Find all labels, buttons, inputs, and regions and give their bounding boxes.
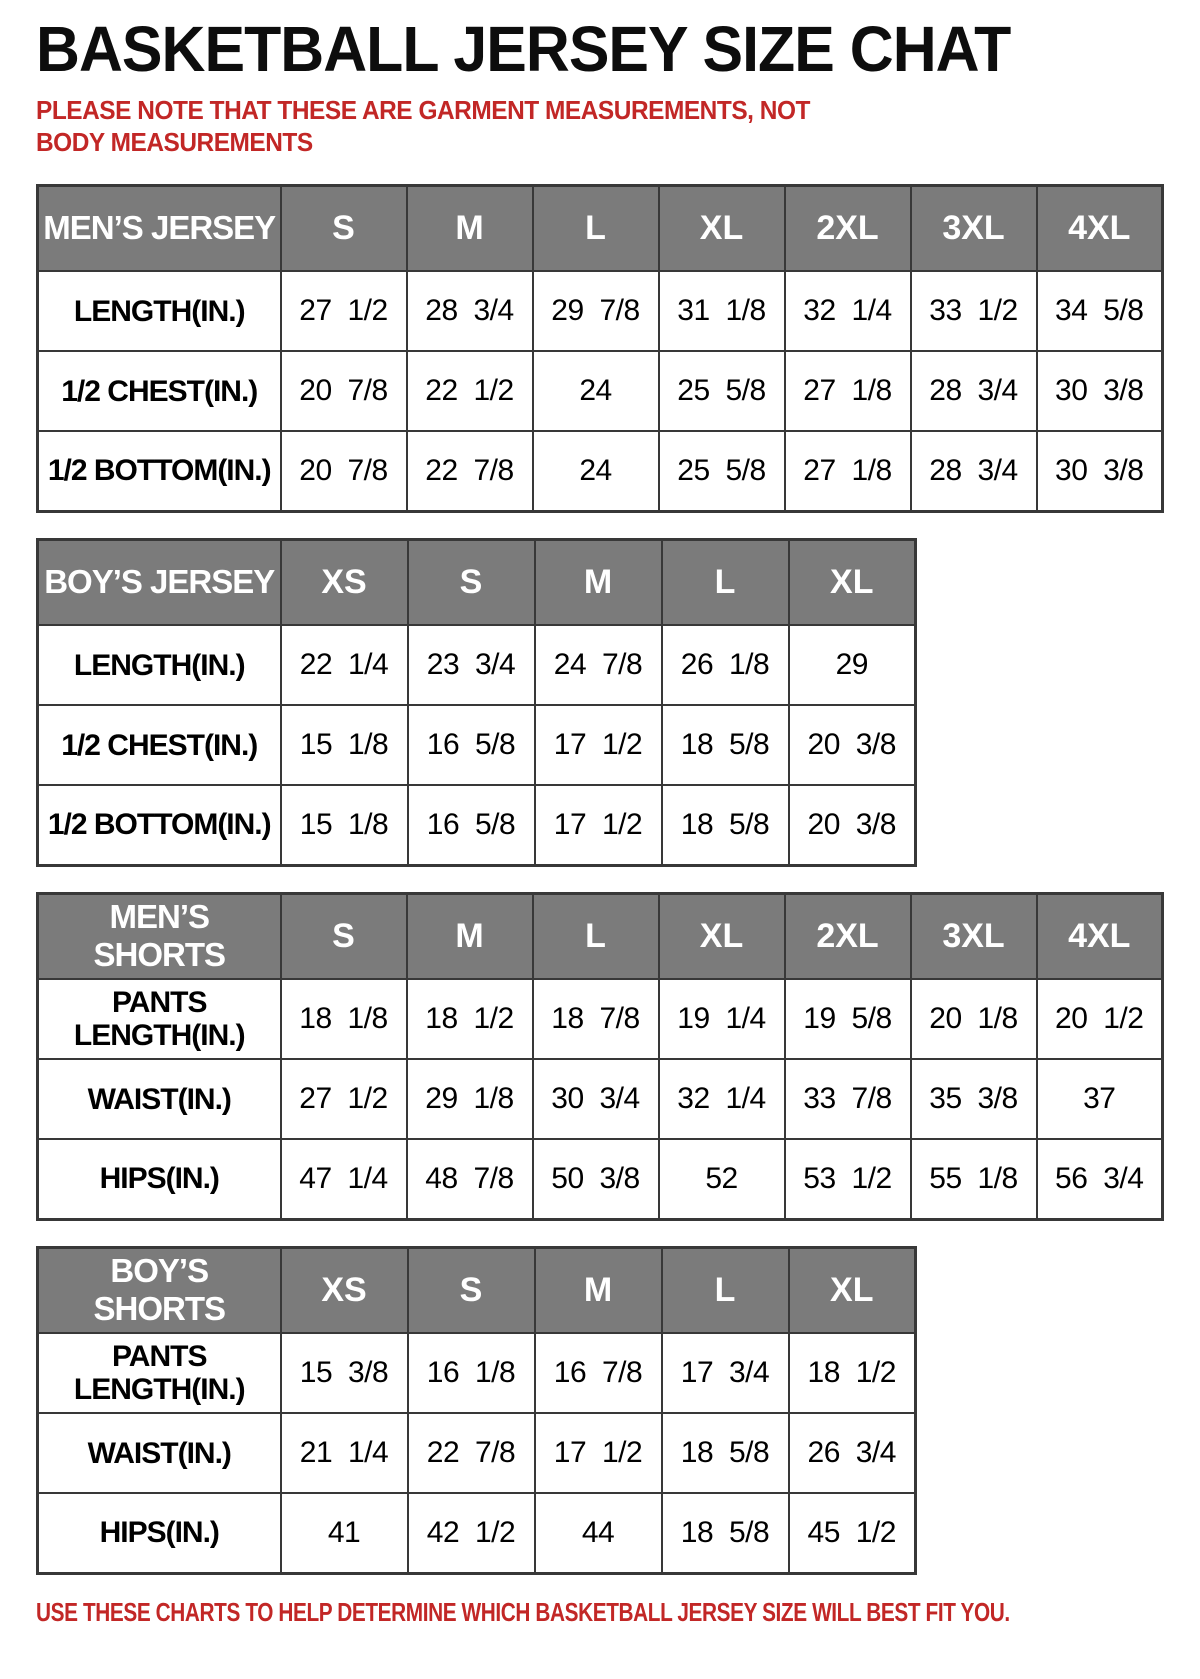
size-col-header: L [533, 893, 659, 979]
size-col-header: L [662, 1247, 789, 1333]
measurement-cell: 29 7/8 [533, 271, 659, 351]
measurement-cell: 18 5/8 [662, 785, 789, 865]
header-row [38, 539, 916, 625]
table-row [38, 1493, 916, 1573]
size-col-header: M [407, 893, 533, 979]
header-row [38, 1247, 916, 1333]
measurement-cell: 16 7/8 [535, 1333, 662, 1413]
measurement-cell: 18 7/8 [533, 979, 659, 1059]
measurement-cell: 25 5/8 [659, 431, 785, 511]
size-col-header: XL [659, 893, 785, 979]
table-title: MEN’S SHORTS [38, 893, 281, 979]
measurement-cell: 50 3/8 [533, 1139, 659, 1219]
table-row [38, 625, 916, 705]
size-col-header: XS [281, 539, 408, 625]
size-tables [36, 184, 1200, 1575]
measurement-cell: 37 [1037, 1059, 1163, 1139]
size-col-header: M [535, 539, 662, 625]
row-label: 1/2 BOTTOM(IN.) [38, 431, 281, 511]
measurement-cell: 21 1/4 [281, 1413, 408, 1493]
measurement-cell: 24 [533, 431, 659, 511]
measurement-cell: 48 7/8 [407, 1139, 533, 1219]
measurement-cell: 27 1/2 [281, 271, 407, 351]
row-label: HIPS(IN.) [38, 1139, 281, 1219]
measurement-cell: 19 5/8 [785, 979, 911, 1059]
measurement-cell: 18 5/8 [662, 705, 789, 785]
measurement-cell: 16 5/8 [408, 785, 535, 865]
row-label: WAIST(IN.) [38, 1059, 281, 1139]
row-label: 1/2 BOTTOM(IN.) [38, 785, 281, 865]
measurement-cell: 52 [659, 1139, 785, 1219]
row-label: HIPS(IN.) [38, 1493, 281, 1573]
measurement-cell: 30 3/8 [1037, 351, 1163, 431]
measurement-cell: 55 1/8 [911, 1139, 1037, 1219]
table-title: MEN’S JERSEY [38, 185, 281, 271]
size-col-header: M [407, 185, 533, 271]
size-col-header: 3XL [911, 893, 1037, 979]
table-row [38, 431, 1163, 511]
header-row [38, 893, 1163, 979]
measurement-cell: 26 1/8 [662, 625, 789, 705]
measurement-cell: 44 [535, 1493, 662, 1573]
size-col-header: 2XL [785, 185, 911, 271]
footer-note: USE THESE CHARTS TO HELP DETERMINE WHICH BASKETBALL JERSEY SIZE WILL BEST FIT YOU. [36, 1596, 1010, 1627]
size-col-header: S [281, 185, 407, 271]
measurement-cell: 32 1/4 [785, 271, 911, 351]
size-col-header: XL [659, 185, 785, 271]
measurement-cell: 27 1/2 [281, 1059, 407, 1139]
row-label: WAIST(IN.) [38, 1413, 281, 1493]
table-row [38, 1333, 916, 1413]
measurement-cell: 18 1/2 [789, 1333, 916, 1413]
table-row [38, 785, 916, 865]
size-col-header: 4XL [1037, 185, 1163, 271]
measurement-cell: 24 7/8 [535, 625, 662, 705]
row-label: PANTS LENGTH(IN.) [38, 979, 281, 1059]
size-table-men-s-shorts [36, 892, 1164, 1221]
measurement-cell: 27 1/8 [785, 351, 911, 431]
table-row [38, 1413, 916, 1493]
measurement-cell: 45 1/2 [789, 1493, 916, 1573]
size-col-header: S [281, 893, 407, 979]
measurement-cell: 19 1/4 [659, 979, 785, 1059]
measurement-cell: 17 1/2 [535, 705, 662, 785]
table-row [38, 351, 1163, 431]
measurement-cell: 22 1/2 [407, 351, 533, 431]
size-table-boy-s-shorts [36, 1246, 917, 1575]
measurement-cell: 23 3/4 [408, 625, 535, 705]
size-col-header: XL [789, 1247, 916, 1333]
size-col-header: L [533, 185, 659, 271]
measurement-cell: 22 7/8 [407, 431, 533, 511]
measurement-cell: 27 1/8 [785, 431, 911, 511]
measurement-cell: 35 3/8 [911, 1059, 1037, 1139]
measurement-cell: 22 7/8 [408, 1413, 535, 1493]
measurement-cell: 22 1/4 [281, 625, 408, 705]
measurement-cell: 25 5/8 [659, 351, 785, 431]
measurement-cell: 47 1/4 [281, 1139, 407, 1219]
size-col-header: M [535, 1247, 662, 1333]
table-row [38, 979, 1163, 1059]
measurement-cell: 56 3/4 [1037, 1139, 1163, 1219]
size-col-header: S [408, 539, 535, 625]
size-col-header: S [408, 1247, 535, 1333]
measurement-cell: 41 [281, 1493, 408, 1573]
measurement-cell: 33 1/2 [911, 271, 1037, 351]
measurement-cell: 16 5/8 [408, 705, 535, 785]
measurement-cell: 28 3/4 [911, 431, 1037, 511]
table-row [38, 1059, 1163, 1139]
measurement-cell: 17 1/2 [535, 1413, 662, 1493]
row-label: LENGTH(IN.) [38, 625, 281, 705]
table-title: BOY’S JERSEY [38, 539, 281, 625]
measurement-cell: 29 1/8 [407, 1059, 533, 1139]
measurement-cell: 28 3/4 [911, 351, 1037, 431]
measurement-cell: 17 3/4 [662, 1333, 789, 1413]
measurement-cell: 30 3/4 [533, 1059, 659, 1139]
measurement-cell: 28 3/4 [407, 271, 533, 351]
page-title: BASKETBALL JERSEY SIZE CHAT [36, 13, 1011, 85]
table-row [38, 1139, 1163, 1219]
size-col-header: 4XL [1037, 893, 1163, 979]
measurement-cell: 20 1/8 [911, 979, 1037, 1059]
size-col-header: L [662, 539, 789, 625]
measurement-cell: 16 1/8 [408, 1333, 535, 1413]
measurement-cell: 53 1/2 [785, 1139, 911, 1219]
measurement-cell: 18 5/8 [662, 1413, 789, 1493]
measurement-cell: 20 3/8 [789, 705, 916, 785]
measurement-cell: 17 1/2 [535, 785, 662, 865]
size-table-men-s-jersey [36, 184, 1164, 513]
measurement-cell: 15 3/8 [281, 1333, 408, 1413]
size-col-header: XL [789, 539, 916, 625]
measurement-cell: 20 3/8 [789, 785, 916, 865]
measurement-cell: 15 1/8 [281, 785, 408, 865]
measurement-cell: 20 7/8 [281, 351, 407, 431]
measurement-cell: 32 1/4 [659, 1059, 785, 1139]
measurement-cell: 29 [789, 625, 916, 705]
measurement-cell: 15 1/8 [281, 705, 408, 785]
table-row [38, 271, 1163, 351]
measurement-cell: 24 [533, 351, 659, 431]
measurement-cell: 30 3/8 [1037, 431, 1163, 511]
header-row [38, 185, 1163, 271]
garment-measurement-note: PLEASE NOTE THAT THESE ARE GARMENT MEASUREMENTS, NOT BODY MEASUREMENTS [36, 95, 810, 157]
size-col-header: 3XL [911, 185, 1037, 271]
measurement-cell: 33 7/8 [785, 1059, 911, 1139]
row-label: 1/2 CHEST(IN.) [38, 351, 281, 431]
row-label: 1/2 CHEST(IN.) [38, 705, 281, 785]
measurement-cell: 20 1/2 [1037, 979, 1163, 1059]
row-label: LENGTH(IN.) [38, 271, 281, 351]
size-col-header: XS [281, 1247, 408, 1333]
table-row [38, 705, 916, 785]
measurement-cell: 31 1/8 [659, 271, 785, 351]
size-col-header: 2XL [785, 893, 911, 979]
measurement-cell: 26 3/4 [789, 1413, 916, 1493]
measurement-cell: 18 1/8 [281, 979, 407, 1059]
measurement-cell: 18 5/8 [662, 1493, 789, 1573]
row-label: PANTS LENGTH(IN.) [38, 1333, 281, 1413]
measurement-cell: 34 5/8 [1037, 271, 1163, 351]
table-title: BOY’S SHORTS [38, 1247, 281, 1333]
size-table-boy-s-jersey [36, 538, 917, 867]
measurement-cell: 18 1/2 [407, 979, 533, 1059]
measurement-cell: 42 1/2 [408, 1493, 535, 1573]
measurement-cell: 20 7/8 [281, 431, 407, 511]
